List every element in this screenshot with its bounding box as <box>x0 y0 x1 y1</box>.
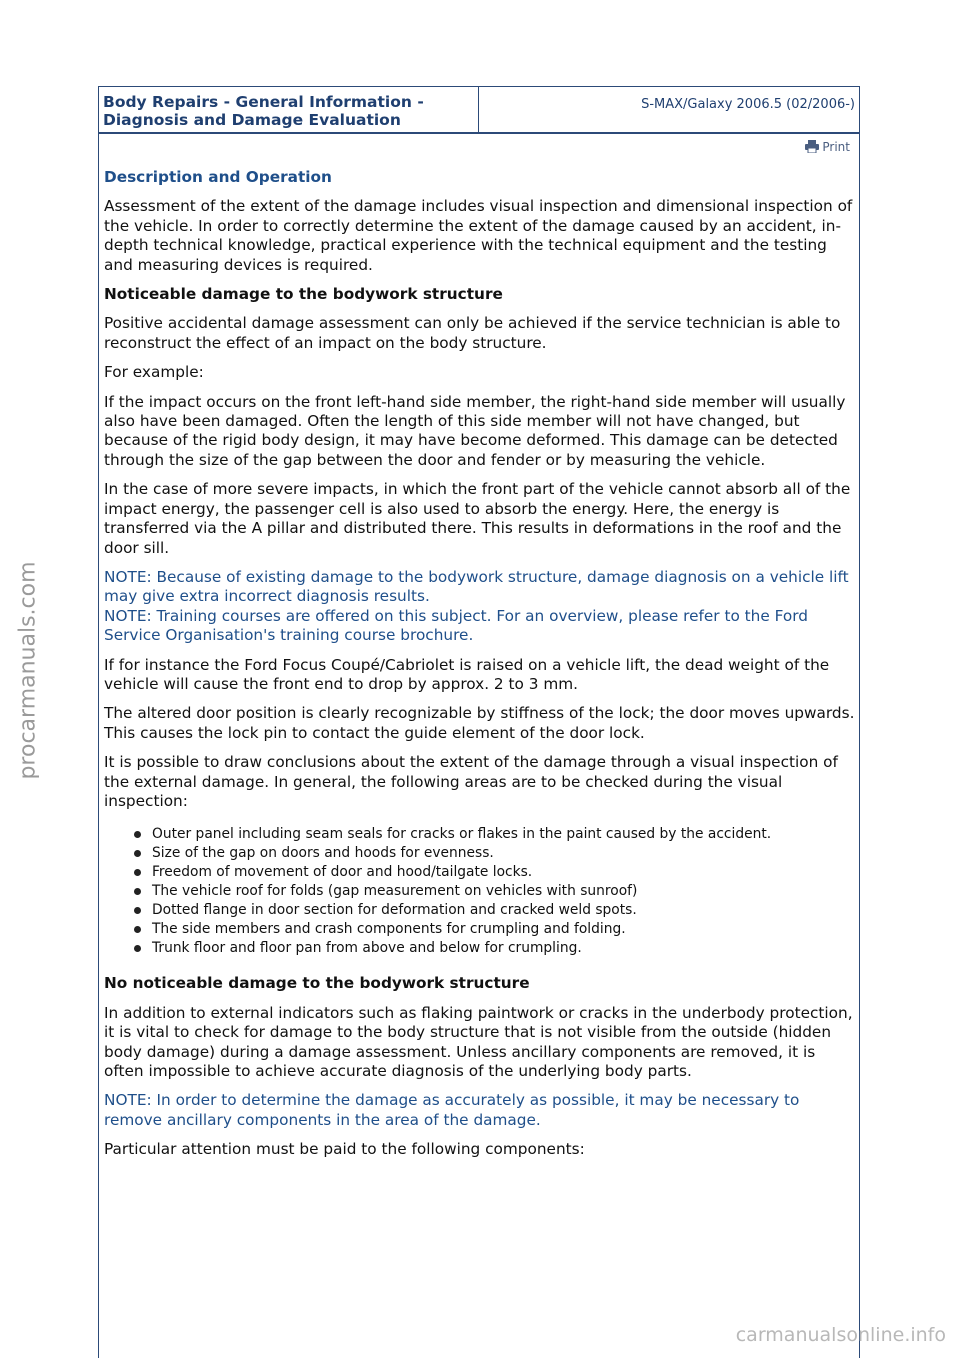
note-existing-damage: NOTE: Because of existing damage to the bodywork structure, damage diagnosis on a vehicle lift may give extra incorrect diagnosis results. <box>104 567 849 606</box>
list-item: The side members and crash components for crumpling and folding. <box>134 920 855 939</box>
list-item: Dotted flange in door section for deformation and cracked weld spots. <box>134 901 855 920</box>
paragraph-positive-assessment: Positive accidental damage assessment can only be achieved if the service technician is able to reconstruct the effect of an impact on the body structure. <box>104 314 841 352</box>
note-training-courses: NOTE: Training courses are offered on this subject. For an overview, please refer to the Ford Service Organisation's training course brochure. <box>104 606 808 645</box>
printer-icon <box>805 140 819 153</box>
main-content <box>99 168 859 1160</box>
list-item: Size of the gap on doors and hoods for evenness. <box>134 844 855 863</box>
side-watermark <box>13 560 43 780</box>
model-label: S-MAX/Galaxy 2006.5 (02/2006-) <box>641 97 855 112</box>
paragraph-hidden-damage: In addition to external indicators such as flaking paintwork or cracks in the underbody protection, it is vital to check for damage to the body structure that is not visible from the outside (hidden body damage) during a damage assessment. Unless ancillary components are removed, it is often impossible to achieve accurate diagnosis of the underlying body parts. <box>104 1003 853 1080</box>
list-item: Trunk floor and floor pan from above and below for crumpling. <box>134 939 855 958</box>
section-title: Description and Operation <box>104 168 332 186</box>
title-line-1: Body Repairs - General Information - <box>103 93 424 111</box>
list-item: Outer panel including seam seals for cracks or flakes in the paint caused by the accident. <box>134 825 855 844</box>
paragraph-vehicle-lift: If for instance the Ford Focus Coupé/Cabriolet is raised on a vehicle lift, the dead weight of the vehicle will cause the front end to drop by approx. 2 to 3 mm. <box>104 655 830 693</box>
paragraph-particular-attention: Particular attention must be paid to the following components: <box>104 1140 585 1159</box>
heading-noticeable-damage: Noticeable damage to the bodywork structure <box>104 285 503 304</box>
footer-watermark: carmanualsonline.info <box>735 1324 946 1346</box>
note-remove-ancillary: NOTE: In order to determine the damage as accurately as possible, it may be necessary to remove ancillary components in the area of the damage. <box>104 1091 800 1129</box>
list-item: The vehicle roof for folds (gap measurement on vehicles with sunroof) <box>134 882 855 901</box>
heading-no-noticeable-damage: No noticeable damage to the bodywork structure <box>104 974 530 993</box>
title-line-2: Diagnosis and Damage Evaluation <box>103 111 401 129</box>
side-watermark-text: procarmanuals.com <box>15 560 41 780</box>
paragraph-impact-side-member: If the impact occurs on the front left-hand side member, the right-hand side member will usually also have been damaged. Often the length of this side member will not have changed, but because of the rigid body design, it may have become deformed. This damage can be detected through the size of the gap between the door and fender or by measuring the vehicle. <box>104 392 846 469</box>
paragraph-for-example: For example: <box>104 363 204 382</box>
list-item: Freedom of movement of door and hood/tailgate locks. <box>134 863 855 882</box>
paragraph-assessment: Assessment of the extent of the damage includes visual inspection and dimensional inspection of the vehicle. In order to correctly determine the extent of the damage caused by an accident, in-depth technical knowledge, practical experience with the technical equipment and the testing and measuring devices is required. <box>104 197 853 274</box>
print-label[interactable]: Print <box>822 140 850 154</box>
note-group <box>104 568 855 646</box>
paragraph-visual-inspection: It is possible to draw conclusions about the extent of the damage through a visual inspection of the external damage. In general, the following areas are to be checked during the visual inspection: <box>104 753 838 810</box>
document-frame <box>98 86 860 1358</box>
paragraph-severe-impacts: In the case of more severe impacts, in which the front part of the vehicle cannot absorb all of the impact energy, the passenger cell is also used to absorb the energy. Here, the energy is transferred via the A pillar and distributed there. This results in deformations in the roof and the door sill. <box>104 480 851 557</box>
inspection-checklist <box>104 825 855 958</box>
document-header <box>99 87 859 134</box>
document-title <box>99 87 479 132</box>
print-link[interactable] <box>99 134 859 160</box>
paragraph-door-position: The altered door position is clearly recognizable by stiffness of the lock; the door moves upwards. This causes the lock pin to contact the guide element of the door lock. <box>104 704 855 742</box>
